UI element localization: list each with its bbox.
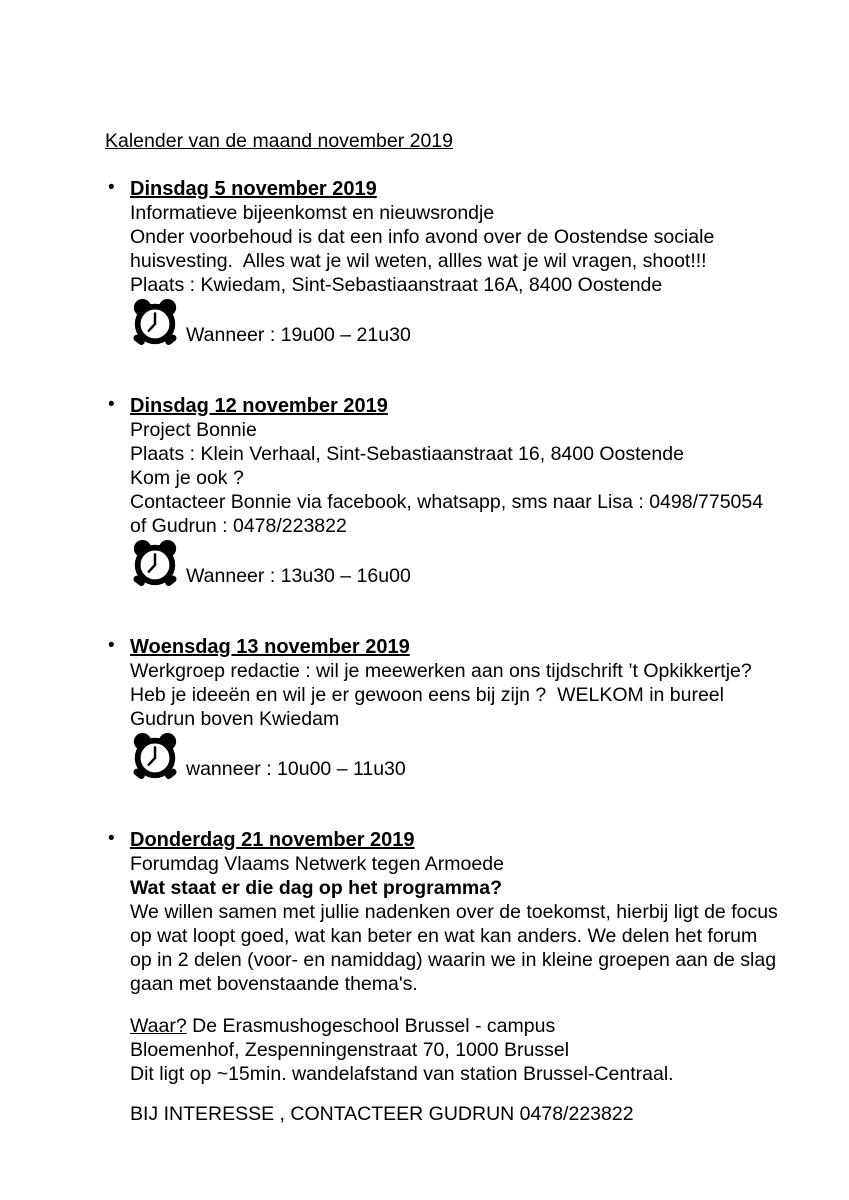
event-time-row bbox=[130, 297, 789, 349]
event-heading: Donderdag 21 november 2019 bbox=[130, 829, 415, 851]
event-program-question: Wat staat er die dag op het programma? bbox=[130, 877, 503, 899]
contact-line: BIJ INTERESSE , CONTACTEER GUDRUN 0478/223822 bbox=[130, 1103, 634, 1125]
event-line: huisvesting. Alles wat je wil weten, allles wat je wil vragen, shoot!!! bbox=[130, 250, 707, 272]
event-time-row bbox=[130, 538, 789, 590]
bullet-marker: • bbox=[108, 177, 115, 198]
event-paragraph-line: We willen samen met jullie nadenken over de toekomst, hierbij ligt de focus bbox=[130, 901, 778, 923]
location-text: De Erasmushogeschool Brussel - campus bbox=[186, 1015, 556, 1037]
event-paragraph-line: op in 2 delen (voor- en namiddag) waarin we in kleine groepen aan de slag bbox=[130, 949, 777, 971]
event-location-line bbox=[130, 1014, 789, 1038]
event-heading: Woensdag 13 november 2019 bbox=[130, 636, 410, 658]
event-paragraph-line: gaan met bovenstaande thema's. bbox=[130, 973, 418, 995]
event-line: Plaats : Klein Verhaal, Sint-Sebastiaanstraat 16, 8400 Oostende bbox=[130, 443, 684, 465]
event-line: Contacteer Bonnie via facebook, whatsapp, sms naar Lisa : 0498/775054 bbox=[130, 491, 764, 513]
event-woensdag-13-november bbox=[105, 635, 789, 783]
event-time: Wanneer : 19u00 – 21u30 bbox=[186, 324, 411, 346]
event-line: Project Bonnie bbox=[130, 419, 257, 441]
event-dinsdag-12-november bbox=[105, 394, 789, 590]
event-line: Gudrun boven Kwiedam bbox=[130, 708, 340, 730]
event-dinsdag-5-november bbox=[105, 177, 789, 349]
event-location-line: Bloemenhof, Zespenningenstraat 70, 1000 Brussel bbox=[130, 1039, 570, 1061]
event-time-row bbox=[130, 731, 789, 783]
bullet-marker: • bbox=[108, 635, 115, 656]
event-subtitle: Forumdag Vlaams Netwerk tegen Armoede bbox=[130, 853, 504, 875]
event-line: Kom je ook ? bbox=[130, 467, 244, 489]
location-label: Waar? bbox=[130, 1015, 187, 1037]
blank-line bbox=[130, 996, 789, 1014]
blank-line bbox=[130, 1086, 789, 1102]
event-line: of Gudrun : 0478/223822 bbox=[130, 515, 347, 537]
event-heading: Dinsdag 12 november 2019 bbox=[130, 395, 388, 417]
alarm-clock-icon bbox=[130, 297, 180, 349]
event-paragraph-line: op wat loopt goed, wat kan beter en wat kan anders. We delen het forum bbox=[130, 925, 758, 947]
page-title: Kalender van de maand november 2019 bbox=[105, 130, 453, 152]
alarm-clock-icon bbox=[130, 731, 180, 783]
event-line: Heb je ideeën en wil je er gewoon eens bij zijn ? WELKOM in bureel bbox=[130, 684, 724, 706]
event-line: Onder voorbehoud is dat een info avond over de Oostendse sociale bbox=[130, 226, 715, 248]
event-time: wanneer : 10u00 – 11u30 bbox=[186, 758, 406, 780]
event-heading: Dinsdag 5 november 2019 bbox=[130, 178, 377, 200]
alarm-clock-icon bbox=[130, 538, 180, 590]
bullet-marker: • bbox=[108, 394, 115, 415]
bullet-marker: • bbox=[108, 828, 115, 849]
event-line: Informatieve bijeenkomst en nieuwsrondje bbox=[130, 202, 495, 224]
event-line: Werkgroep redactie : wil je meewerken aan ons tijdschrift ’t Opkikkertje? bbox=[130, 660, 752, 682]
event-line: Plaats : Kwiedam, Sint-Sebastiaanstraat 16A, 8400 Oostende bbox=[130, 274, 663, 296]
event-time: Wanneer : 13u30 – 16u00 bbox=[186, 565, 411, 587]
event-location-line: Dit ligt op ~15min. wandelafstand van station Brussel-Centraal. bbox=[130, 1063, 674, 1085]
event-donderdag-21-november bbox=[105, 828, 789, 1126]
